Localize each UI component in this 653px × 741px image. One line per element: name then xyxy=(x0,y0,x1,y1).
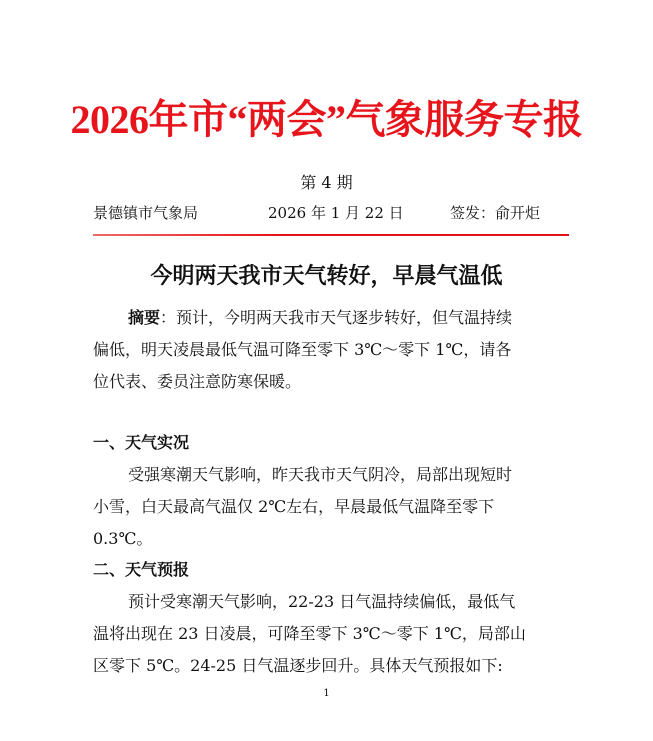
section-heading-observation: 一、天气实况 xyxy=(93,433,190,452)
observation-line-2: 小雪，白天最高气温仅 2℃左右，早晨最低气温降至零下 xyxy=(93,497,495,516)
issue-date: 2026 年 1 月 22 日 xyxy=(268,204,404,222)
abstract-line-3: 位代表、委员注意防寒保暖。 xyxy=(93,372,302,391)
forecast-line-3: 区零下 5℃。24-25 日气温逐步回升。具体天气预报如下: xyxy=(93,656,503,675)
header-divider xyxy=(93,234,569,236)
abstract-line-1 xyxy=(128,305,512,328)
issue-number: 第 4 期 xyxy=(300,173,353,192)
observation-line-3: 0.3℃。 xyxy=(93,529,153,548)
issuing-office: 景德镇市气象局 xyxy=(93,204,199,222)
signer: 签发：俞开炬 xyxy=(450,204,541,222)
abstract-text-1: ：预计，今明两天我市天气逐步转好，但气温持续 xyxy=(160,308,513,327)
report-title: 2026年市“两会”气象服务专报 xyxy=(70,97,583,142)
observation-line-1: 受强寒潮天气影响，昨天我市天气阴冷，局部出现短时 xyxy=(128,465,513,484)
page-number: 1 xyxy=(323,688,330,699)
forecast-line-1: 预计受寒潮天气影响，22-23 日气温持续偏低，最低气 xyxy=(128,592,516,611)
abstract-label: 摘要 xyxy=(128,308,161,327)
section-heading-forecast: 二、天气预报 xyxy=(93,560,190,579)
headline: 今明两天我市天气转好，早晨气温低 xyxy=(150,263,503,289)
abstract-line-2: 偏低，明天凌晨最低气温可降至零下 3℃～零下 1℃，请各 xyxy=(93,340,512,359)
forecast-line-2: 温将出现在 23 日凌晨，可降至零下 3℃～零下 1℃，局部山 xyxy=(93,624,526,643)
